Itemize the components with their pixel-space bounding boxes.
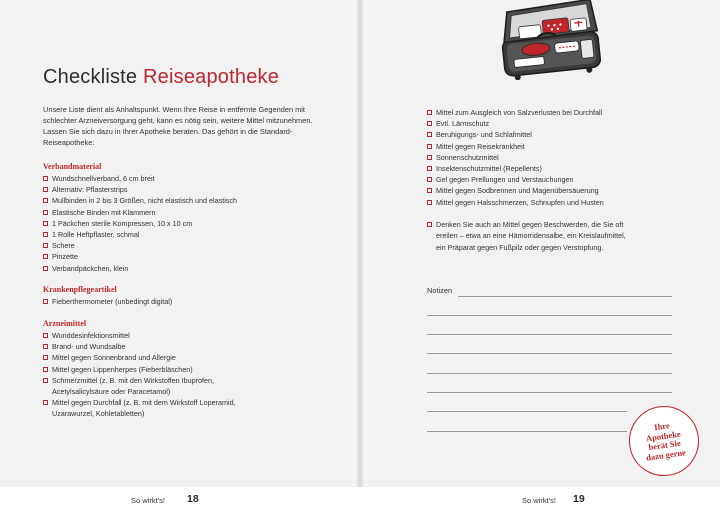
checkbox-icon bbox=[43, 266, 48, 271]
checkbox-icon bbox=[43, 344, 48, 349]
checklist-item: Wundschnellverband, 6 cm breit bbox=[43, 173, 343, 184]
checklist-item: Mittel gegen Sonnenbrand und Allergie bbox=[43, 352, 343, 363]
checklist-item: Mittel gegen Durchfall (z. B. mit dem Wirkstoff Loperamid, Uzarawurzel, Kohletabletten) bbox=[43, 397, 343, 419]
reminder-note bbox=[427, 219, 682, 253]
checklist-item: Pinzette bbox=[43, 251, 343, 262]
checklist-item: Elastische Binden mit Klammern bbox=[43, 207, 343, 218]
intro-text: Unsere Liste dient als Anhaltspunkt. Wenn Ihre Reise in entfernte Gegenden mit schlechter Arzneiversorgung geht, kann es nötig sein, weitere Mittel mitzunehmen. Lassen Sie sich dazu in Ihrer Apotheke beraten. Das gehört in die Standard-Reiseapotheke: bbox=[43, 105, 313, 147]
checklist-item: Schmerzmittel (z. B. mit den Wirkstoffen Ibuprofen, Acetylsalicylsäure oder Paracetamol) bbox=[43, 375, 343, 397]
notes-line[interactable] bbox=[427, 334, 672, 335]
checkbox-icon bbox=[43, 243, 48, 248]
checkbox-icon bbox=[43, 299, 48, 304]
checkbox-icon bbox=[43, 254, 48, 259]
checklist-right bbox=[427, 107, 687, 208]
checkbox-icon bbox=[427, 132, 432, 137]
checkbox-icon bbox=[43, 355, 48, 360]
checklist-item: Wunddesinfektionsmittel bbox=[43, 330, 343, 341]
checkbox-icon bbox=[43, 333, 48, 338]
checklist-item: Mittel gegen Halsschmerzen, Schnupfen und Husten bbox=[427, 197, 687, 208]
checkbox-icon bbox=[427, 166, 432, 171]
notes-line[interactable] bbox=[427, 373, 672, 374]
checklist-item: 1 Päckchen sterile Kompressen, 10 x 10 cm bbox=[43, 218, 343, 229]
section-heading: Arzneimittel bbox=[43, 319, 87, 328]
checklist-item: Alternativ: Pflasterstrips bbox=[43, 184, 343, 195]
notes-line[interactable] bbox=[427, 411, 627, 412]
notes-line[interactable] bbox=[427, 431, 627, 432]
checkbox-icon bbox=[43, 221, 48, 226]
notes-line[interactable] bbox=[427, 315, 672, 316]
checklist-item: Mittel gegen Lippenherpes (Fieberbläschen) bbox=[43, 364, 343, 375]
checkbox-icon bbox=[427, 110, 432, 115]
checkbox-icon bbox=[427, 121, 432, 126]
checklist-item: Mittel gegen Reisekrankheit bbox=[427, 141, 687, 152]
checklist-item: Mittel gegen Sodbrennen und Magenübersäuerung bbox=[427, 185, 687, 196]
checklist-item: Beruhigungs- und Schlafmittel bbox=[427, 129, 687, 140]
title-part-2: Reiseapotheke bbox=[143, 66, 280, 88]
page-title bbox=[43, 66, 279, 89]
footer-text: So wirkt's! bbox=[522, 496, 556, 505]
suitcase-illustration bbox=[480, 0, 615, 80]
page-number: 18 bbox=[187, 493, 199, 505]
checklist-item: Verbandpäckchen, klein bbox=[43, 263, 343, 274]
checklist-item: 1 Rolle Heftpflaster, schmal bbox=[43, 229, 343, 240]
checklist-item: Mittel zum Ausgleich von Salzverlusten bei Durchfall bbox=[427, 107, 687, 118]
checkbox-icon bbox=[427, 177, 432, 182]
checkbox-icon bbox=[427, 188, 432, 193]
title-part-1: Checkliste bbox=[43, 66, 138, 88]
checklist-item: Mullbinden in 2 bis 3 Größen, nicht elastisch und elastisch bbox=[43, 195, 343, 206]
notes-label: Notizen bbox=[427, 286, 453, 295]
section-arzneimittel bbox=[43, 318, 343, 420]
notes-line[interactable] bbox=[427, 392, 672, 393]
notes-line[interactable] bbox=[458, 296, 672, 297]
checklist bbox=[43, 330, 343, 420]
checklist-item: Fieberthermometer (unbedingt digital) bbox=[43, 296, 343, 307]
checklist-item: Sonnenschutzmittel bbox=[427, 152, 687, 163]
checklist bbox=[43, 296, 343, 307]
section-heading: Verbandmaterial bbox=[43, 162, 102, 171]
checkbox-icon bbox=[427, 144, 432, 149]
checkbox-icon bbox=[43, 232, 48, 237]
notes-line[interactable] bbox=[427, 353, 672, 354]
checklist-item: Schere bbox=[43, 240, 343, 251]
checkbox-icon bbox=[427, 155, 432, 160]
checkbox-icon bbox=[427, 222, 432, 227]
checklist-item: Insektenschutzmittel (Repellents) bbox=[427, 163, 687, 174]
checkbox-icon bbox=[43, 210, 48, 215]
left-page bbox=[0, 0, 359, 505]
page-number: 19 bbox=[573, 493, 585, 505]
badge-text: Ihre Apotheke berät Sie dazu gerne bbox=[645, 420, 687, 463]
section-verbandmaterial bbox=[43, 161, 343, 274]
section-krankenpflegeartikel bbox=[43, 284, 343, 307]
checkbox-icon bbox=[43, 198, 48, 203]
checkbox-icon bbox=[43, 378, 48, 383]
section-heading: Krankenpflegeartikel bbox=[43, 285, 117, 294]
checklist-item: Gel gegen Prellungen und Verstauchungen bbox=[427, 174, 687, 185]
checkbox-icon bbox=[43, 400, 48, 405]
checkbox-icon bbox=[43, 176, 48, 181]
footer-text: So wirkt's! bbox=[131, 496, 165, 505]
checklist-item: Brand- und Wundsalbe bbox=[43, 341, 343, 352]
checkbox-icon bbox=[43, 187, 48, 192]
checkbox-icon bbox=[427, 200, 432, 205]
checklist-item: Denken Sie auch an Mittel gegen Beschwerden, die Sie oft ereilen – etwa an eine Hämorridensalbe, ein Kreislaufmittel, ein Präparat gegen Fußpilz oder gegen Verstopfung. bbox=[427, 219, 682, 253]
checklist-item: Evtl. Lärmschutz bbox=[427, 118, 687, 129]
checklist bbox=[43, 173, 343, 274]
checkbox-icon bbox=[43, 367, 48, 372]
